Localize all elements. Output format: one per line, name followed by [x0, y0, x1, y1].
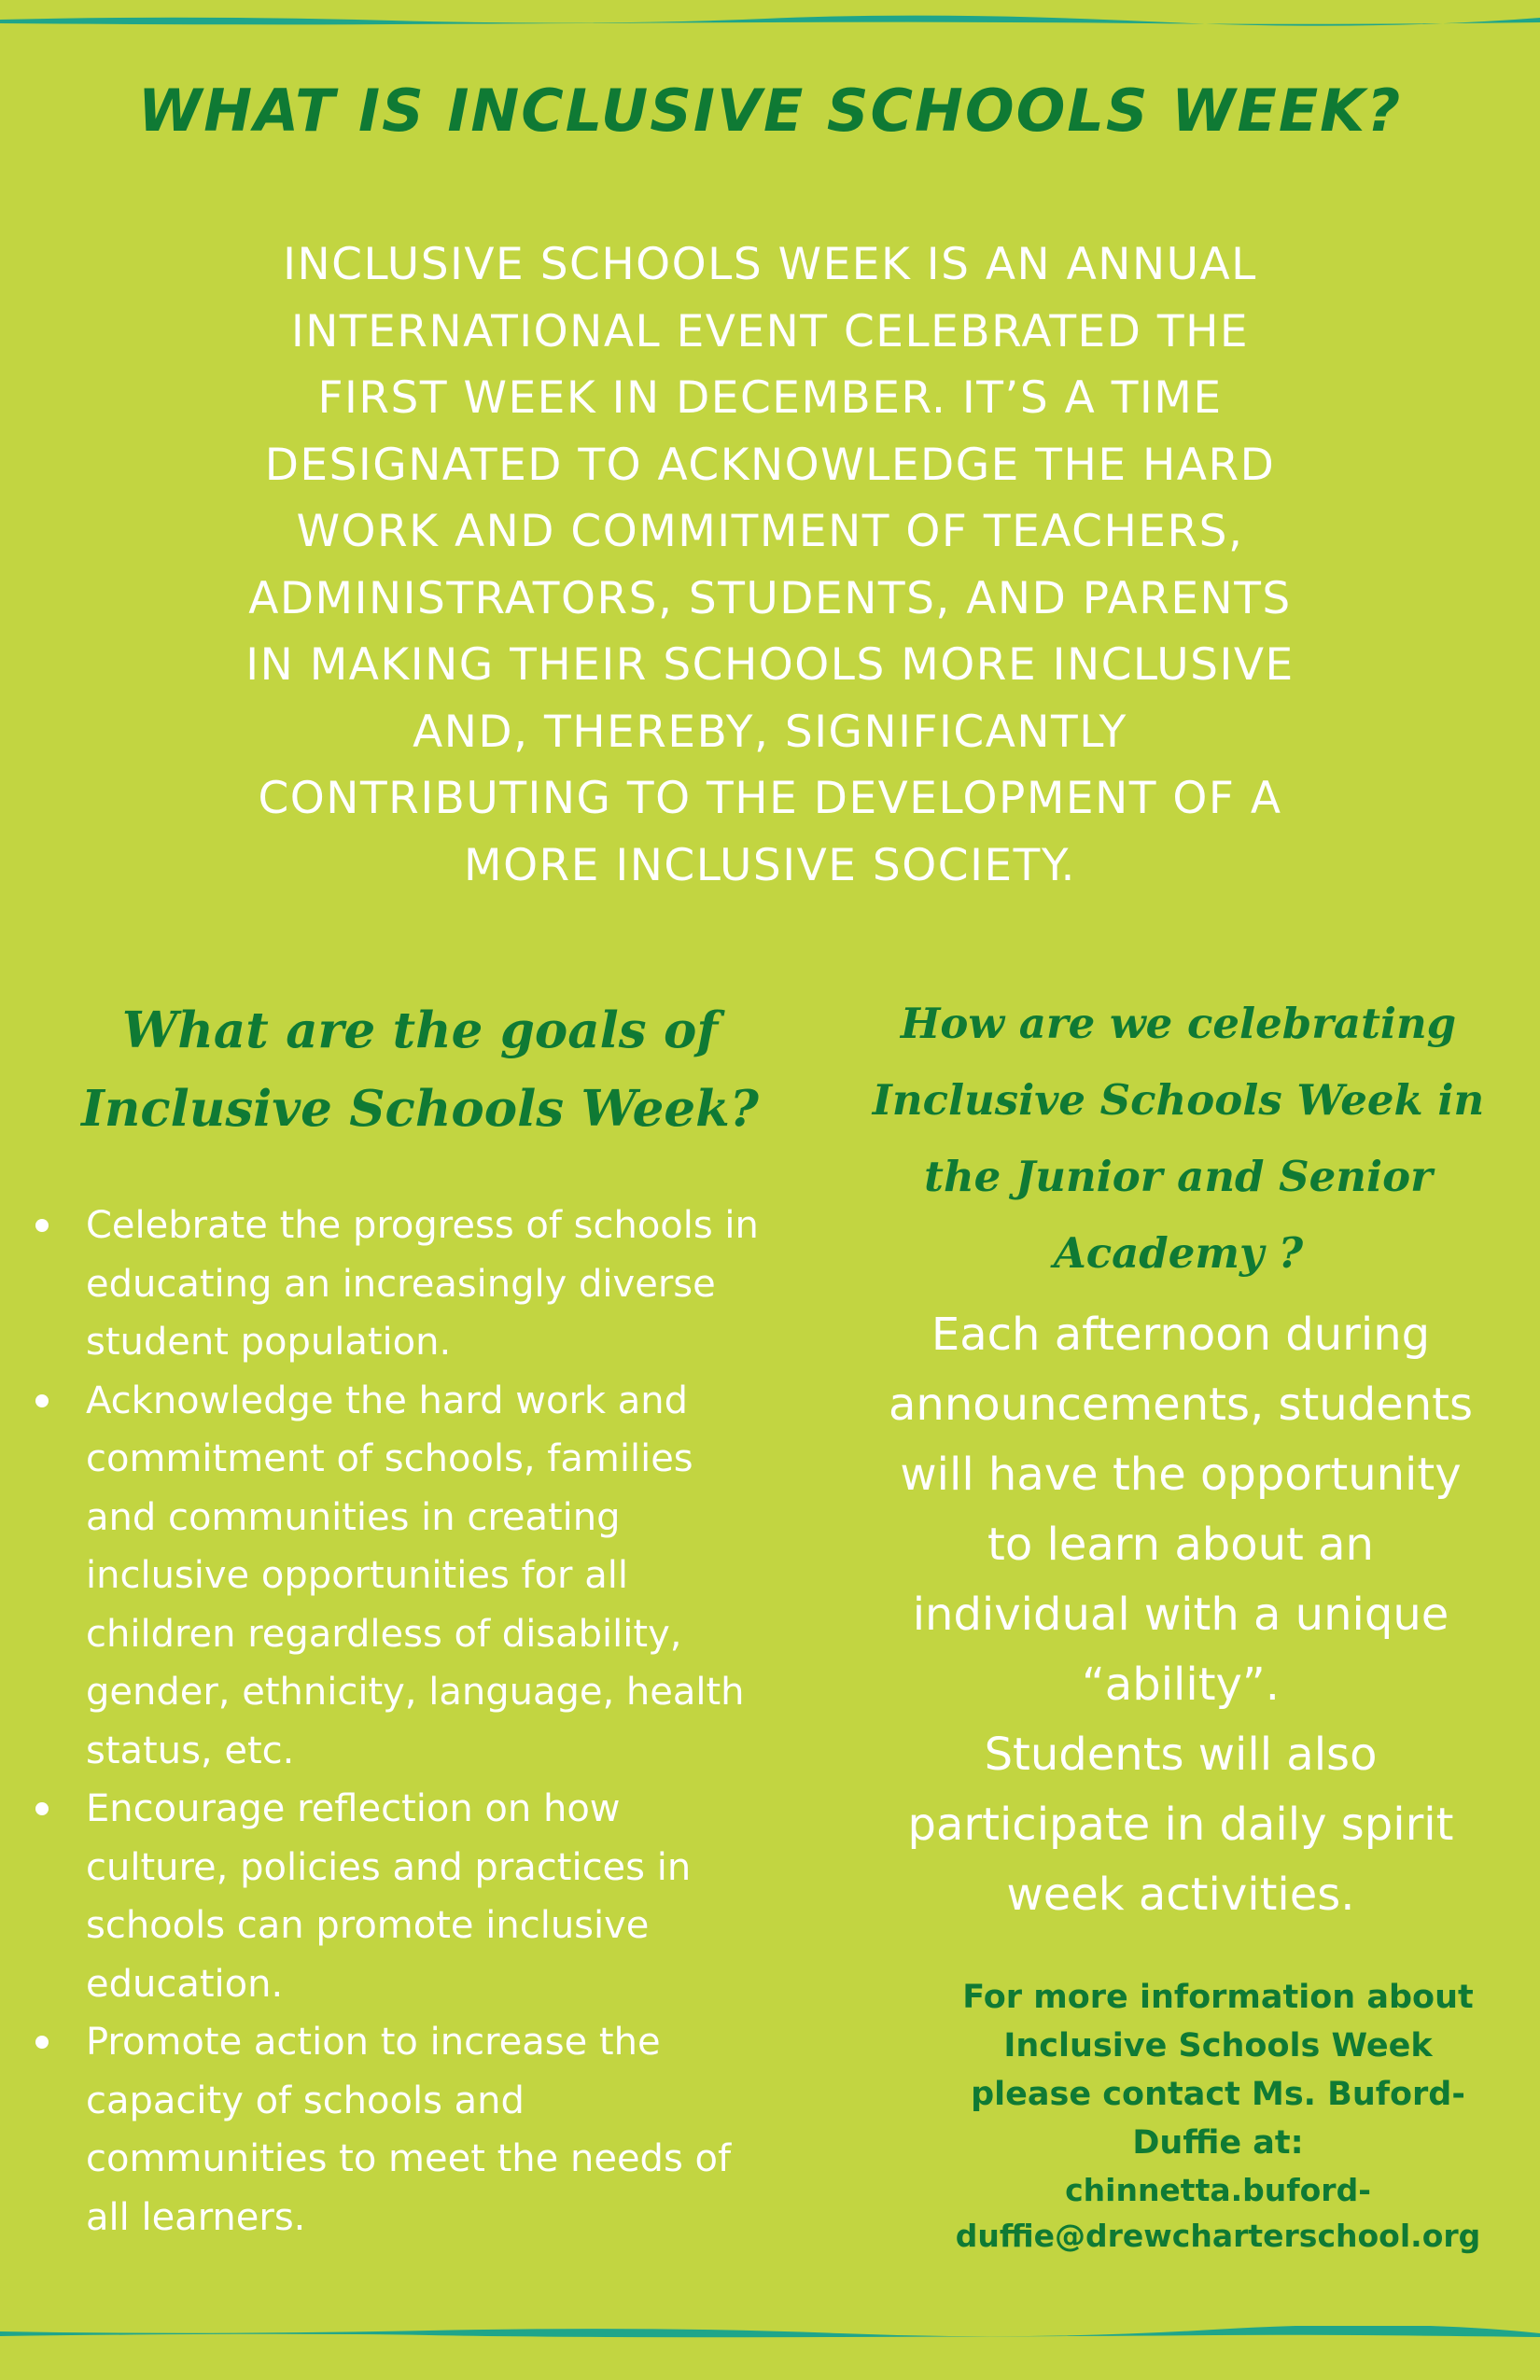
goal-line: and communities in creating — [86, 1495, 621, 1539]
contact-info — [943, 1973, 1493, 2259]
celebrate-line: Students will also — [984, 1729, 1378, 1781]
celebrate-line: “ability”. — [1081, 1659, 1281, 1711]
intro-line: IN MAKING THEIR SCHOOLS MORE INCLUSIVE — [245, 639, 1295, 691]
page-title: WHAT IS INCLUSIVE SCHOOLS WEEK? — [137, 77, 1403, 145]
goal-line: Promote action to increase the — [86, 2021, 661, 2064]
goal-line: children regardless of disability, — [86, 1612, 682, 1656]
bullet-icon — [35, 1802, 49, 1815]
goal-line: status, etc. — [86, 1729, 295, 1772]
contact-line: Inclusive Schools Week — [1003, 2027, 1433, 2065]
goal-line: Encourage reflection on how — [86, 1787, 621, 1830]
celebrate-heading-line: Academy ? — [1053, 1228, 1304, 1278]
goal-line: schools can promote inclusive — [86, 1904, 650, 1947]
goals-heading-line: Inclusive Schools Week? — [81, 1080, 759, 1138]
celebrate-heading-line: How are we celebrating — [900, 999, 1457, 1048]
celebrate-line: announcements, students — [889, 1379, 1473, 1431]
celebrate-line: week activities. — [1006, 1869, 1355, 1921]
contact-line: please contact Ms. Buford- — [971, 2076, 1465, 2113]
celebrate-heading-line: Inclusive Schools Week in — [872, 1075, 1485, 1125]
celebrate-line: will have the opportunity — [900, 1449, 1462, 1501]
intro-line: WORK AND COMMITMENT OF TEACHERS, — [296, 506, 1244, 557]
intro-line: FIRST WEEK IN DECEMBER. IT’S A TIME — [317, 372, 1223, 424]
goals-heading — [19, 991, 821, 1148]
goal-line: inclusive opportunities for all — [86, 1554, 628, 1597]
bullet-icon — [35, 1219, 49, 1232]
goal-item — [28, 1197, 831, 1372]
celebrate-line: Each afternoon during — [931, 1309, 1431, 1361]
goals-heading-line: What are the goals of — [121, 1001, 719, 1059]
goal-line: communities to meet the needs of — [86, 2137, 732, 2180]
goal-item — [28, 2013, 831, 2247]
contact-line: For more information about — [962, 1979, 1474, 2016]
celebrate-line: to learn about an — [987, 1519, 1374, 1571]
goal-line: Acknowledge the hard work and — [86, 1379, 689, 1422]
goal-line: Celebrate the progress of schools in — [86, 1204, 759, 1247]
intro-line: DESIGNATED TO ACKNOWLEDGE THE HARD — [264, 439, 1276, 491]
goals-list — [28, 1197, 831, 2247]
celebrate-heading-line: the Junior and Senior — [924, 1152, 1433, 1201]
intro-line: ADMINISTRATORS, STUDENTS, AND PARENTS — [248, 572, 1292, 624]
celebrate-line: participate in daily spirit — [907, 1799, 1454, 1851]
goal-line: student population. — [86, 1321, 452, 1364]
intro-line: CONTRIBUTING TO THE DEVELOPMENT OF A — [258, 773, 1282, 824]
intro-paragraph — [187, 231, 1353, 899]
intro-line: AND, THEREBY, SIGNIFICANTLY — [413, 706, 1127, 758]
bullet-icon — [35, 2036, 49, 2049]
celebrate-heading — [817, 986, 1540, 1292]
contact-email-line: duffie@drewcharterschool.org — [955, 2218, 1481, 2254]
goal-item — [28, 1372, 831, 1781]
goal-line: commitment of schools, families — [86, 1437, 693, 1480]
intro-line: INTERNATIONAL EVENT CELEBRATED THE — [290, 305, 1250, 357]
goal-line: culture, policies and practices in — [86, 1845, 692, 1889]
goal-line: all learners. — [86, 2195, 306, 2239]
celebrate-description — [845, 1300, 1517, 1930]
contact-email-line: chinnetta.buford- — [1065, 2172, 1371, 2208]
goal-line: educating an increasingly diverse — [86, 1262, 716, 1306]
contact-line: Duffie at: — [1132, 2124, 1304, 2162]
top-border-line — [0, 13, 1540, 26]
goal-line: capacity of schools and — [86, 2079, 525, 2122]
intro-line: INCLUSIVE SCHOOLS WEEK IS AN ANNUAL — [283, 239, 1257, 290]
goal-line: education. — [86, 1962, 284, 2006]
celebrate-line: individual with a unique — [912, 1589, 1449, 1641]
bottom-border-line — [0, 2326, 1540, 2339]
goal-item — [28, 1780, 831, 2013]
bullet-icon — [35, 1394, 49, 1407]
goal-line: gender, ethnicity, language, health — [86, 1671, 745, 1714]
intro-line: MORE INCLUSIVE SOCIETY. — [464, 839, 1076, 891]
